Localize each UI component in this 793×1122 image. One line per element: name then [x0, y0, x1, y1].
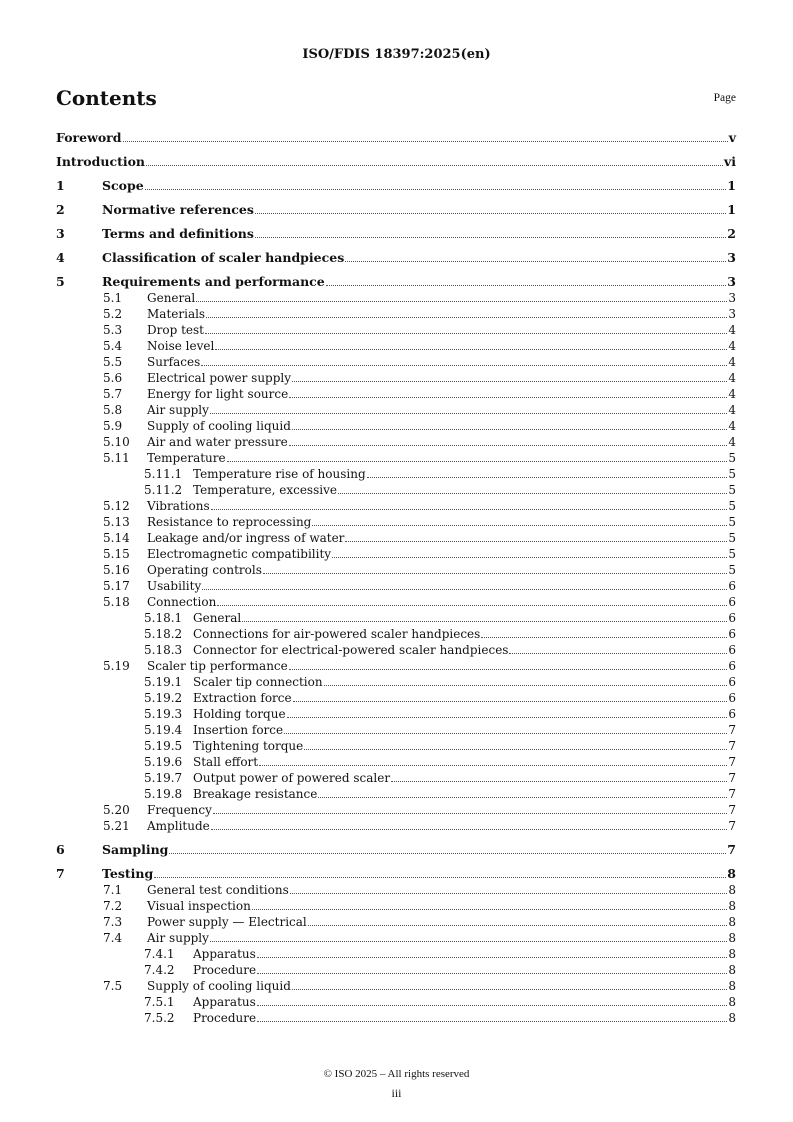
- copyright-footer: © ISO 2025 – All rights reserved: [323, 1068, 470, 1080]
- toc-entry-title: Scaler tip performance: [147, 659, 288, 673]
- toc-entry-number: 5.5: [103, 355, 123, 369]
- toc-entry[interactable]: [56, 914, 736, 930]
- toc-entry[interactable]: [56, 738, 736, 754]
- dot-leader: [345, 541, 727, 542]
- toc-entry-number: 7.1: [103, 883, 123, 897]
- toc-entry-number: 7.4: [103, 931, 123, 945]
- toc-entry[interactable]: [56, 658, 736, 674]
- toc-entry-page: 5: [728, 499, 736, 513]
- toc-entry-page: 8: [728, 963, 736, 977]
- toc-entry[interactable]: [56, 946, 736, 962]
- toc-entry-number: 5.15: [103, 547, 130, 561]
- toc-entry-number: 7.2: [103, 899, 123, 913]
- toc-entry-number: 5.11: [103, 451, 130, 465]
- toc-entry-number: 5.19: [103, 659, 130, 673]
- toc-entry-title: Output power of powered scaler: [193, 771, 391, 785]
- toc-entry-title: Air supply: [147, 931, 209, 945]
- dot-leader: [284, 733, 727, 734]
- dot-leader: [210, 941, 727, 942]
- toc-entry-title: Stall effort: [193, 755, 259, 769]
- toc-entry[interactable]: [56, 626, 736, 642]
- toc-entry-page: 8: [728, 995, 736, 1009]
- toc-entry-page: 8: [728, 883, 736, 897]
- toc-entry-page: 4: [728, 371, 736, 385]
- toc-entry-number: 7.5.2: [144, 1011, 175, 1025]
- dot-leader: [292, 381, 727, 382]
- toc-entry-title: Normative references: [102, 202, 254, 217]
- toc-entry[interactable]: [56, 354, 736, 370]
- toc-entry[interactable]: [56, 594, 736, 610]
- toc-entry-number: 5.7: [103, 387, 123, 401]
- toc-entry-number: 5.1: [103, 291, 123, 305]
- dot-leader: [211, 829, 728, 830]
- toc-entry[interactable]: [56, 898, 736, 914]
- toc-entry-number: 7.5.1: [144, 995, 175, 1009]
- dot-leader: [217, 605, 727, 606]
- toc-entry-page: vi: [723, 154, 736, 169]
- dot-leader: [287, 717, 728, 718]
- toc-entry-number: 5.17: [103, 579, 130, 593]
- toc-entry[interactable]: [56, 962, 736, 978]
- toc-entry-number: 5.19.1: [144, 675, 183, 689]
- toc-entry-title: Leakage and/or ingress of water: [147, 531, 345, 545]
- toc-entry-page: 5: [728, 515, 736, 529]
- dot-leader: [252, 909, 728, 910]
- toc-entry-page: 4: [728, 419, 736, 433]
- toc-entry[interactable]: [56, 610, 736, 626]
- toc-entry-number: 7.4.1: [144, 947, 175, 961]
- toc-entry[interactable]: [56, 818, 736, 834]
- toc-entry-page: 8: [728, 979, 736, 993]
- toc-entry-title: Connector for electrical-powered scaler handpieces: [193, 643, 509, 657]
- toc-entry-number: 5.12: [103, 499, 130, 513]
- toc-entry-title: Procedure: [193, 963, 257, 977]
- dot-leader: [509, 653, 727, 654]
- toc-entry[interactable]: [56, 386, 736, 402]
- toc-entry-number: 5.19.2: [144, 691, 183, 705]
- toc-entry-page: 6: [728, 707, 736, 721]
- toc-entry[interactable]: [56, 770, 736, 786]
- dot-leader: [318, 797, 727, 798]
- toc-entry-title: Operating controls: [147, 563, 262, 577]
- toc-entry-title: Energy for light source: [147, 387, 289, 401]
- toc-entry[interactable]: [56, 130, 736, 146]
- dot-leader: [332, 557, 727, 558]
- toc-entry-page: 7: [728, 739, 736, 753]
- toc-entry-title: Apparatus: [193, 995, 256, 1009]
- dot-leader: [210, 413, 727, 414]
- toc-entry-page: 5: [728, 467, 736, 481]
- toc-entry-page: 5: [728, 451, 736, 465]
- toc-entry-page: 6: [728, 595, 736, 609]
- toc-entry-page: 4: [728, 403, 736, 417]
- toc-entry-number: 5.11.1: [144, 467, 183, 481]
- toc-entry-title: Air and water pressure: [147, 435, 288, 449]
- toc-entry-number: 3: [56, 226, 65, 241]
- toc-entry-page: 5: [728, 547, 736, 561]
- toc-entry-number: 5: [56, 274, 65, 289]
- toc-entry-title: Tightening torque: [193, 739, 304, 753]
- toc-entry-title: Terms and definitions: [102, 226, 254, 241]
- toc-entry-number: 5.19.6: [144, 755, 183, 769]
- toc-entry[interactable]: [56, 882, 736, 898]
- toc-entry[interactable]: [56, 434, 736, 450]
- dot-leader: [292, 989, 727, 990]
- toc-entry-page: 6: [728, 691, 736, 705]
- dot-leader: [338, 493, 727, 494]
- dot-leader: [169, 853, 726, 854]
- toc-entry[interactable]: [56, 562, 736, 578]
- dot-leader: [367, 477, 728, 478]
- toc-entry[interactable]: [56, 402, 736, 418]
- dot-leader: [213, 813, 727, 814]
- toc-entry-title: Frequency: [147, 803, 212, 817]
- toc-entry-page: 6: [728, 675, 736, 689]
- toc-entry-title: Temperature rise of housing: [193, 467, 366, 481]
- toc-entry[interactable]: [56, 546, 736, 562]
- toc-entry-title: Breakage resistance: [193, 787, 318, 801]
- dot-leader: [242, 621, 727, 622]
- toc-entry-number: 5.4: [103, 339, 123, 353]
- toc-entry-title: Connection: [147, 595, 217, 609]
- toc-entry-title: General test conditions: [147, 883, 289, 897]
- toc-entry[interactable]: [56, 154, 736, 170]
- dot-leader: [257, 1005, 728, 1006]
- toc-entry[interactable]: [56, 178, 736, 194]
- dot-leader: [202, 589, 727, 590]
- toc-entry-page: 3: [728, 291, 736, 305]
- toc-entry-number: 5.16: [103, 563, 130, 577]
- toc-entry-title: General: [193, 611, 242, 625]
- toc-entry-page: 6: [728, 627, 736, 641]
- toc-entry-title: Air supply: [147, 403, 209, 417]
- toc-entry-title: Usability: [147, 579, 202, 593]
- dot-leader: [145, 189, 727, 190]
- toc-entry[interactable]: [56, 642, 736, 658]
- dot-leader: [196, 301, 727, 302]
- toc-entry-title: Supply of cooling liquid: [147, 419, 291, 433]
- toc-entry[interactable]: [56, 722, 736, 738]
- toc-entry-page: 4: [728, 387, 736, 401]
- toc-entry-page: 4: [728, 339, 736, 353]
- toc-entry-title: Electromagnetic compatibility: [147, 547, 332, 561]
- dot-leader: [259, 765, 727, 766]
- toc-entry-page: 7: [727, 842, 736, 857]
- dot-leader: [227, 461, 728, 462]
- toc-entry[interactable]: [56, 274, 736, 290]
- toc-entry-title: Amplitude: [147, 819, 210, 833]
- toc-entry-page: 3: [728, 307, 736, 321]
- dot-leader: [289, 445, 728, 446]
- toc-entry-title: Apparatus: [193, 947, 256, 961]
- dot-leader: [289, 397, 727, 398]
- dot-leader: [326, 285, 727, 286]
- toc-entry-number: 7.4.2: [144, 963, 175, 977]
- toc-entry-page: 8: [728, 915, 736, 929]
- toc-entry[interactable]: [56, 418, 736, 434]
- toc-entry-page: 7: [728, 787, 736, 801]
- dot-leader: [123, 141, 728, 142]
- dot-leader: [257, 1021, 727, 1022]
- dot-leader: [255, 237, 726, 238]
- toc-entry-number: 5.8: [103, 403, 123, 417]
- toc-entry[interactable]: [56, 322, 736, 338]
- toc-entry-page: 2: [727, 226, 736, 241]
- toc-entry-page: 8: [728, 1011, 736, 1025]
- toc-entry-number: 7: [56, 866, 65, 881]
- toc-entry-page: 5: [728, 531, 736, 545]
- toc-entry-number: 5.6: [103, 371, 123, 385]
- toc-entry[interactable]: [56, 250, 736, 266]
- toc-entry[interactable]: [56, 514, 736, 530]
- dot-leader: [308, 925, 728, 926]
- dot-leader: [206, 317, 727, 318]
- page-column-label: Page: [713, 92, 736, 104]
- toc-entry-title: Requirements and performance: [102, 274, 325, 289]
- toc-entry-title: Resistance to reprocessing: [147, 515, 312, 529]
- toc-entry-page: 6: [728, 659, 736, 673]
- toc-entry[interactable]: [56, 994, 736, 1010]
- page-number: iii: [391, 1086, 402, 1100]
- toc-entry-number: 5.14: [103, 531, 130, 545]
- toc-entry[interactable]: [56, 226, 736, 242]
- toc-entry[interactable]: [56, 338, 736, 354]
- table-of-contents: [56, 130, 736, 1026]
- dot-leader: [201, 365, 727, 366]
- dot-leader: [289, 669, 728, 670]
- toc-entry-title: Temperature, excessive: [193, 483, 337, 497]
- toc-entry-title: Vibrations: [147, 499, 210, 513]
- toc-entry-page: 4: [728, 435, 736, 449]
- toc-entry[interactable]: [56, 802, 736, 818]
- dot-leader: [312, 525, 727, 526]
- toc-entry-page: 8: [728, 947, 736, 961]
- dot-leader: [211, 509, 728, 510]
- toc-entry[interactable]: [56, 706, 736, 722]
- toc-entry-page: 6: [728, 611, 736, 625]
- toc-entry-page: 1: [727, 202, 736, 217]
- toc-entry-title: Introduction: [56, 154, 146, 169]
- toc-entry-title: General: [147, 291, 196, 305]
- dot-leader: [257, 957, 728, 958]
- toc-entry-number: 5.2: [103, 307, 123, 321]
- toc-entry[interactable]: [56, 498, 736, 514]
- toc-entry-number: 5.19.8: [144, 787, 183, 801]
- toc-entry-page: v: [728, 130, 736, 145]
- toc-entry-title: Sampling: [102, 842, 169, 857]
- toc-entry-page: 4: [728, 355, 736, 369]
- toc-entry-title: Foreword: [56, 130, 122, 145]
- dot-leader: [481, 637, 727, 638]
- dot-leader: [345, 261, 726, 262]
- toc-entry[interactable]: [56, 466, 736, 482]
- toc-entry-number: 5.21: [103, 819, 130, 833]
- toc-entry-number: 5.19.5: [144, 739, 183, 753]
- toc-entry-number: 5.18: [103, 595, 130, 609]
- toc-entry-title: Noise level: [147, 339, 215, 353]
- toc-entry-title: Classification of scaler handpieces: [102, 250, 345, 265]
- dot-leader: [255, 213, 726, 214]
- toc-entry-page: 7: [728, 803, 736, 817]
- toc-entry-page: 5: [728, 563, 736, 577]
- toc-entry-number: 5.19.3: [144, 707, 183, 721]
- dot-leader: [324, 685, 728, 686]
- toc-entry-number: 6: [56, 842, 65, 857]
- dot-leader: [304, 749, 727, 750]
- contents-title: Contents: [56, 86, 157, 110]
- toc-entry-number: 1: [56, 178, 65, 193]
- toc-entry-page: 8: [727, 866, 736, 881]
- toc-entry-title: Extraction force: [193, 691, 292, 705]
- toc-entry-number: 5.10: [103, 435, 130, 449]
- toc-entry[interactable]: [56, 202, 736, 218]
- toc-entry[interactable]: [56, 482, 736, 498]
- toc-entry[interactable]: [56, 930, 736, 946]
- toc-entry-title: Surfaces: [147, 355, 201, 369]
- dot-leader: [257, 973, 727, 974]
- toc-entry-title: Temperature: [147, 451, 226, 465]
- dot-leader: [263, 573, 728, 574]
- toc-entry-number: 4: [56, 250, 65, 265]
- toc-entry[interactable]: [56, 306, 736, 322]
- dot-leader: [215, 349, 727, 350]
- toc-entry[interactable]: [56, 578, 736, 594]
- toc-entry-page: 7: [728, 755, 736, 769]
- toc-entry-title: Procedure: [193, 1011, 257, 1025]
- toc-entry-title: Scaler tip connection: [193, 675, 323, 689]
- toc-entry-title: Testing: [102, 866, 154, 881]
- toc-entry-page: 8: [728, 899, 736, 913]
- toc-entry-page: 7: [728, 819, 736, 833]
- toc-entry-number: 5.19.7: [144, 771, 183, 785]
- toc-entry-page: 1: [727, 178, 736, 193]
- toc-entry-page: 7: [728, 771, 736, 785]
- toc-entry-number: 5.20: [103, 803, 130, 817]
- toc-entry-number: 7.5: [103, 979, 123, 993]
- toc-entry-title: Holding torque: [193, 707, 286, 721]
- toc-entry-page: 3: [727, 274, 736, 289]
- dot-leader: [290, 893, 728, 894]
- toc-entry-title: Visual inspection: [147, 899, 251, 913]
- toc-entry-number: 7.3: [103, 915, 123, 929]
- toc-entry-number: 5.18.2: [144, 627, 183, 641]
- toc-entry-title: Materials: [147, 307, 206, 321]
- toc-entry[interactable]: [56, 530, 736, 546]
- toc-entry-page: 6: [728, 579, 736, 593]
- toc-entry-number: 5.19.4: [144, 723, 183, 737]
- toc-entry[interactable]: [56, 754, 736, 770]
- toc-entry[interactable]: [56, 978, 736, 994]
- toc-entry[interactable]: [56, 450, 736, 466]
- toc-entry-page: 4: [728, 323, 736, 337]
- dot-leader: [205, 333, 727, 334]
- toc-entry[interactable]: [56, 866, 736, 882]
- dot-leader: [292, 429, 727, 430]
- toc-entry-number: 5.18.1: [144, 611, 183, 625]
- dot-leader: [154, 877, 726, 878]
- toc-entry-title: Drop test: [147, 323, 204, 337]
- toc-entry-page: 7: [728, 723, 736, 737]
- toc-entry-title: Supply of cooling liquid: [147, 979, 291, 993]
- toc-entry-page: 3: [727, 250, 736, 265]
- toc-entry[interactable]: [56, 690, 736, 706]
- toc-entry[interactable]: [56, 786, 736, 802]
- dot-leader: [146, 165, 723, 166]
- toc-entry-number: 5.18.3: [144, 643, 183, 657]
- toc-entry-number: 5.9: [103, 419, 123, 433]
- toc-entry-title: Connections for air-powered scaler handpieces: [193, 627, 481, 641]
- toc-entry-title: Insertion force: [193, 723, 284, 737]
- toc-entry-title: Scope: [102, 178, 144, 193]
- toc-entry-page: 5: [728, 483, 736, 497]
- toc-entry-number: 5.3: [103, 323, 123, 337]
- toc-entry[interactable]: [56, 290, 736, 306]
- dot-leader: [293, 701, 728, 702]
- toc-entry-page: 6: [728, 643, 736, 657]
- toc-entry-number: 5.11.2: [144, 483, 183, 497]
- toc-entry-number: 5.13: [103, 515, 130, 529]
- toc-entry[interactable]: [56, 1010, 736, 1026]
- toc-entry-page: 8: [728, 931, 736, 945]
- toc-entry[interactable]: [56, 842, 736, 858]
- toc-entry-number: 2: [56, 202, 65, 217]
- toc-entry-title: Electrical power supply: [147, 371, 292, 385]
- toc-entry[interactable]: [56, 370, 736, 386]
- toc-entry-title: Power supply — Electrical: [147, 915, 307, 929]
- toc-entry[interactable]: [56, 674, 736, 690]
- dot-leader: [391, 781, 727, 782]
- document-id-header: ISO/FDIS 18397:2025(en): [302, 47, 491, 62]
